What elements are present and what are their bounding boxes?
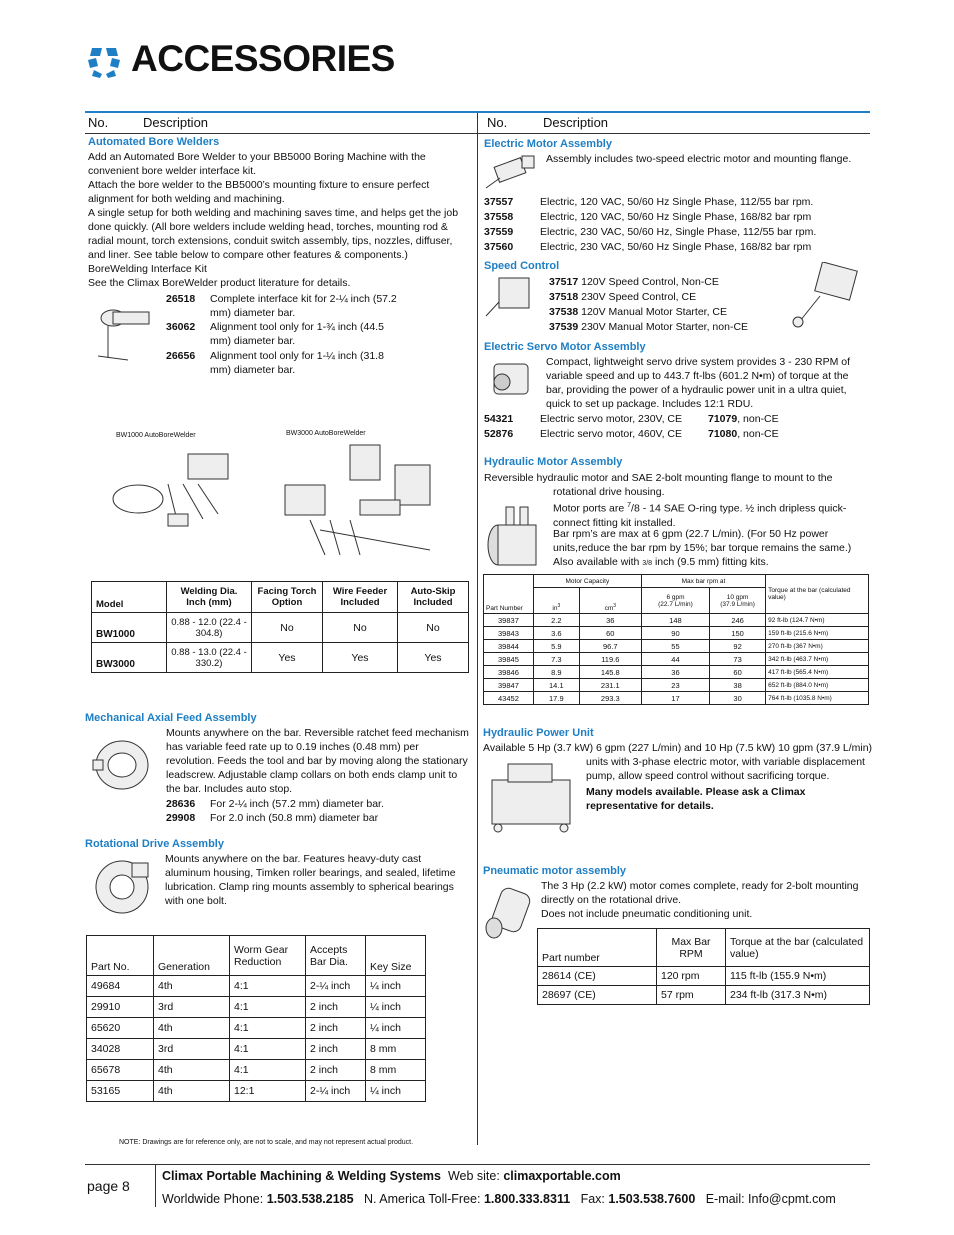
pma-title: Pneumatic motor assembly bbox=[483, 865, 627, 877]
list-item: 37559 Electric, 230 VAC, 50/60 Hz, Single Phase, 112/55 bar rpm. bbox=[484, 226, 817, 238]
table-row: 39847 14.1 231.1 23 38 652 ft-lb (884.0 N•m) bbox=[484, 679, 869, 692]
table-header: $in^3$ bbox=[533, 588, 579, 614]
col-header-no: No. bbox=[88, 115, 109, 130]
sc-item-list bbox=[549, 275, 748, 335]
table-header: Torque at the bar (calculated value) bbox=[766, 575, 869, 614]
list-item: 37518 230V Speed Control, CE bbox=[549, 291, 697, 303]
abw-para: Add an Automated Bore Welder to your BB5000 Boring Machine with the convenient bore welder interface kit. bbox=[88, 151, 426, 177]
table-row: BW1000 0.88 - 12.0 (22.4 - 304.8) No No No bbox=[92, 613, 469, 643]
mafa-item-list bbox=[166, 797, 466, 825]
table-row: 39843 3.6 60 90 150 159 ft-lb (215.6 N•m) bbox=[484, 627, 869, 640]
speed-control-drawing bbox=[484, 272, 544, 320]
table-header: Welding Dia. Inch (mm) bbox=[167, 582, 252, 613]
esma-title: Electric Servo Motor Assembly bbox=[484, 341, 646, 353]
list-item: 37539 230V Manual Motor Starter, non-CE bbox=[549, 321, 749, 333]
phone-number: 1.503.538.2185 bbox=[266, 1192, 354, 1206]
table-row: 53165 4th 12:1 2-¼ inch ¼ inch bbox=[87, 1081, 426, 1102]
footer-company-line: Climax Portable Machining & Welding Systems Web site: climaxportable.com bbox=[162, 1169, 621, 1183]
mafa-title: Mechanical Axial Feed Assembly bbox=[85, 712, 257, 724]
electric-motor-drawing bbox=[482, 152, 542, 192]
table-header: Part number bbox=[538, 929, 657, 967]
col-header-desc: Description bbox=[143, 115, 209, 130]
website-link[interactable]: climaxportable.com bbox=[503, 1169, 621, 1183]
table-header: Torque at the bar (calculated value) bbox=[726, 929, 870, 967]
pneumatic-motor-drawing bbox=[482, 880, 538, 940]
esma-description: Compact, lightweight servo drive system provides 3 - 230 RPM of variable speed and up to 443.7 ft-lbs (601.2 N•m) of torque at the bar, providing the power of a hydraulic power unit in a ultra quiet, quick to set up package. Includes 12:1 RDU. bbox=[546, 356, 851, 410]
list-item: 37558 Electric, 120 VAC, 50/60 Hz Single Phase, 168/82 bar rpm bbox=[484, 211, 812, 223]
abw-para: A single setup for both welding and machining saves time, and helps get the job done quickly. (All bore welders include welding head, torches, mounting rod & radial mount, torch extensions, conduit switch assembly, tips, nozzles, diffuser, and liner. See table below to compare other features & components.) bbox=[88, 207, 459, 261]
header-underline bbox=[85, 133, 870, 134]
pma-note: Does not include pneumatic conditioning unit. bbox=[541, 908, 753, 920]
list-item: 54321 Electric servo motor, 230V, CE 71079 , non-CE bbox=[484, 413, 779, 425]
email-link[interactable]: E-mail: Info@cpmt.com bbox=[705, 1192, 836, 1206]
list-item: 26518 Complete interface kit for 2-¼ inch (57.2 mm) diameter bar. bbox=[166, 293, 397, 319]
table-row: 29910 3rd 4:1 2 inch ¼ inch bbox=[87, 997, 426, 1018]
list-item: 37538 120V Manual Motor Starter, CE bbox=[549, 306, 728, 318]
list-item: 36062 Alignment tool only for 1-¾ inch (44.5 mm) diameter bar. bbox=[166, 321, 384, 347]
hma-title: Hydraulic Motor Assembly bbox=[484, 456, 623, 468]
pneumatic-motor-table bbox=[537, 928, 870, 1005]
col-header-desc-right: Description bbox=[543, 115, 609, 130]
power-unit-drawing bbox=[484, 760, 580, 835]
ema-title: Electric Motor Assembly bbox=[484, 138, 612, 150]
drawing-note: NOTE: Drawings are for reference only, are not to scale, and may not represent actual product. bbox=[119, 1139, 414, 1146]
footer-divider bbox=[155, 1165, 156, 1207]
esma-item-list bbox=[484, 412, 779, 442]
table-header: Part Number bbox=[484, 575, 534, 614]
table-row: 39837 2.2 36 148 246 92 ft-lb (124.7 N•m) bbox=[484, 614, 869, 627]
table-header: 10 gpm (37.9 L/min) bbox=[710, 588, 766, 614]
list-item: 29908 For 2.0 inch (50.8 mm) diameter bar bbox=[166, 812, 379, 824]
table-row: 28697 (CE) 57 rpm 234 ft-lb (317.3 N•m) bbox=[538, 986, 870, 1005]
hma-ports: Motor ports are $^7$/8 - 14 SAE O-ring type. ½ inch dripless quick-connect fitting kit installed. bbox=[553, 502, 847, 529]
table-row: 39844 5.9 96.7 55 92 270 ft-lb (367 N•m) bbox=[484, 640, 869, 653]
pma-description: The 3 Hp (2.2 kW) motor comes complete, ready for 2-bolt mounting directly on the rotational drive. bbox=[541, 880, 859, 906]
list-item: 52876 Electric servo motor, 460V, CE 71080 , non-CE bbox=[484, 428, 779, 440]
table-header: 6 gpm (22.7 L/min) bbox=[641, 588, 709, 614]
table-row: 39845 7.3 119.6 44 73 342 ft-lb (463.7 N•m) bbox=[484, 653, 869, 666]
bore-welder-table bbox=[91, 581, 469, 673]
bw3000-drawing bbox=[280, 440, 450, 560]
hma-line2: rotational drive housing. bbox=[553, 486, 665, 498]
motor-starter-drawing bbox=[790, 262, 860, 332]
bw1000-drawing bbox=[108, 444, 258, 534]
rotational-drive-drawing bbox=[88, 855, 158, 917]
table-row: 65678 4th 4:1 2 inch 8 mm bbox=[87, 1060, 426, 1081]
hma-line1: Reversible hydraulic motor and SAE 2-bolt mounting flange to mount to the bbox=[484, 472, 833, 484]
list-item: 28636 For 2-¼ inch (57.2 mm) diameter bar. bbox=[166, 798, 384, 810]
table-header: Facing Torch Option bbox=[252, 582, 323, 613]
table-header: Accepts Bar Dia. bbox=[306, 936, 366, 976]
table-header: Max bar rpm at bbox=[641, 575, 765, 588]
table-row: 65620 4th 4:1 2 inch ¼ inch bbox=[87, 1018, 426, 1039]
logo bbox=[86, 44, 122, 80]
table-header: Generation bbox=[154, 936, 230, 976]
table-header: Auto-Skip Included bbox=[398, 582, 469, 613]
abw-para: BoreWelding Interface Kit bbox=[88, 263, 207, 275]
hpu-title: Hydraulic Power Unit bbox=[483, 727, 594, 739]
list-item: 26656 Alignment tool only for 1-¼ inch (31.8 mm) diameter bar. bbox=[166, 350, 384, 376]
abw-para: See the Climax BoreWelder product literature for details. bbox=[88, 277, 351, 289]
servo-motor-drawing bbox=[484, 354, 540, 402]
table-row: BW3000 0.88 - 13.0 (22.4 - 330.2) Yes Yes Yes bbox=[92, 643, 469, 673]
hpu-contact-note: Many models available. Please ask a Climax representative for details. bbox=[586, 786, 806, 812]
ema-description: Assembly includes two-speed electric motor and mounting flange. bbox=[546, 153, 852, 165]
feed-assembly-drawing bbox=[88, 735, 158, 795]
hydraulic-motor-drawing bbox=[484, 505, 550, 569]
table-header: Worm Gear Reduction bbox=[230, 936, 306, 976]
fax-number: 1.503.538.7600 bbox=[608, 1192, 696, 1206]
table-header: Part No. bbox=[87, 936, 154, 976]
sc-title: Speed Control bbox=[484, 260, 560, 272]
table-row: 43452 17.9 293.3 17 30 764 ft-lb (1035.8 N•m) bbox=[484, 692, 869, 705]
abw-para: Attach the bore welder to the BB5000’s mounting fixture to ensure perfect alignment for both welding and machining. bbox=[88, 179, 430, 205]
mafa-description: Mounts anywhere on the bar. Reversible ratchet feed mechanism has variable feed rate up to 0.19 inches (0.48 mm) per revolution. Feeds the tool and bar by moving along the stationary leadscrew. Adjustable clamp collars on both ends clamp unit to the bar. Includes auto stop. bbox=[166, 727, 469, 795]
alignment-tool-drawing bbox=[88, 298, 158, 363]
table-row: 49684 4th 4:1 2-¼ inch ¼ inch bbox=[87, 976, 426, 997]
hpu-line2: units with 3-phase electric motor, with variable displacement pump, allow speed control without sacrificing torque. bbox=[586, 756, 865, 782]
table-header: Wire Feeder Included bbox=[323, 582, 398, 613]
hma-rpm: Bar rpm’s are max at 6 gpm (22.7 L/min). (For 50 Hz power units,reduce the bar rpm by 15%; bar torque remains the same.) Also available with 3/8 inch (9.5 mm) fitting kits. bbox=[553, 528, 852, 568]
column-divider bbox=[477, 113, 478, 1145]
hydraulic-motor-table bbox=[483, 574, 869, 705]
col-header-no-right: No. bbox=[487, 115, 508, 130]
page-title: ACCESSORIES bbox=[131, 38, 395, 79]
bw1000-caption: BW1000 AutoBoreWelder bbox=[116, 432, 196, 439]
table-row: 39846 8.9 145.8 36 60 417 ft-lb (565.4 N•m) bbox=[484, 666, 869, 679]
table-row: 34028 3rd 4:1 2 inch 8 mm bbox=[87, 1039, 426, 1060]
abw-title: Automated Bore Welders bbox=[88, 136, 220, 148]
table-header: Motor Capacity bbox=[533, 575, 641, 588]
list-item: 37557 Electric, 120 VAC, 50/60 Hz Single Phase, 112/55 bar rpm. bbox=[484, 196, 814, 208]
table-header: $cm^3$ bbox=[579, 588, 641, 614]
footer-contact-line: Worldwide Phone: 1.503.538.2185 N. America Toll-Free: 1.800.333.8311 Fax: 1.503.538.7600 E-mail: Info@cpmt.com bbox=[162, 1192, 836, 1206]
ema-item-list bbox=[484, 195, 868, 255]
list-item: 37560 Electric, 230 VAC, 50/60 Hz Single Phase, 168/82 bar rpm bbox=[484, 241, 812, 253]
table-header: Model bbox=[92, 582, 167, 613]
rda-description: Mounts anywhere on the bar. Features heavy-duty cast aluminum housing, Timken roller bearings, and sealed, lifetime lubrication. Clamp ring mounts assembly to spherical bearings with one bolt. bbox=[165, 853, 456, 907]
footer-rule bbox=[85, 1164, 870, 1165]
abw-description bbox=[88, 150, 470, 290]
table-header: Max Bar RPM bbox=[657, 929, 726, 967]
rda-title: Rotational Drive Assembly bbox=[85, 838, 224, 850]
list-item: 37517 120V Speed Control, Non-CE bbox=[549, 276, 719, 288]
toll-free-number: 1.800.333.8311 bbox=[483, 1192, 571, 1206]
hpu-line1: Available 5 Hp (3.7 kW) 6 gpm (227 L/min) and 10 Hp (7.5 kW) 10 gpm (37.9 L/min) bbox=[483, 742, 873, 754]
table-row: 28614 (CE) 120 rpm 115 ft-lb (155.9 N•m) bbox=[538, 967, 870, 986]
bw3000-caption: BW3000 AutoBoreWelder bbox=[286, 430, 366, 437]
page-number: page 8 bbox=[87, 1178, 130, 1194]
abw-item-list bbox=[166, 292, 406, 377]
rotational-drive-table bbox=[86, 935, 426, 1102]
table-header: Key Size bbox=[366, 936, 426, 976]
company-name: Climax Portable Machining & Welding Systems bbox=[162, 1169, 441, 1183]
